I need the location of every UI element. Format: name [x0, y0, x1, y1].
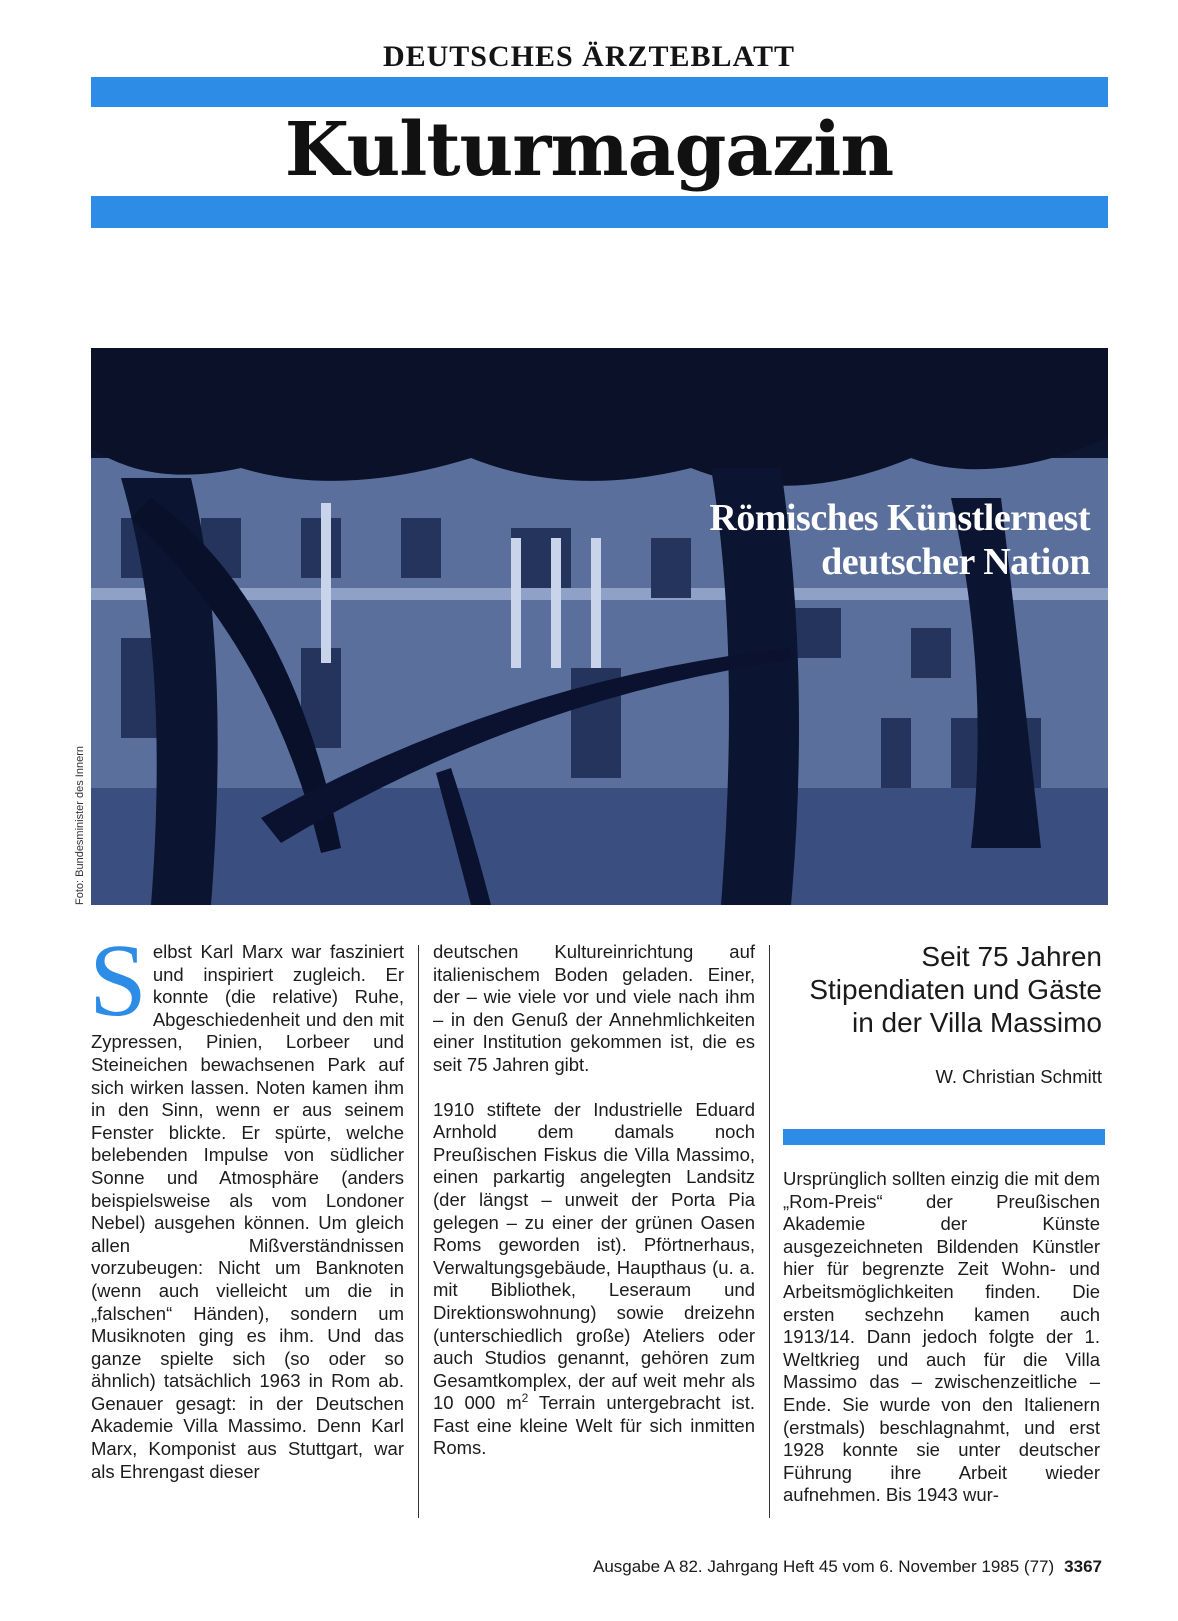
column-2-paragraph-1: deutschen Kultureinrichtung auf italienischem Boden geladen. Einer, der – wie viele vor und viele nach ihm – in den Genuß der Annehmlichkeiten einer Institution gekommen ist, die es seit 75 Jahren gibt. — [433, 941, 755, 1075]
subhead-line-2: Stipendiaten und Gäste — [809, 974, 1102, 1005]
issue-info: Ausgabe A 82. Jahrgang Heft 45 vom 6. November 1985 (77) — [592, 1557, 1055, 1576]
column-2-paragraph-2 — [433, 1099, 755, 1461]
article-column-2 — [433, 941, 755, 1460]
photo-headline — [709, 496, 1090, 584]
villa-photo — [91, 348, 1108, 905]
article-column-3 — [783, 1168, 1100, 1507]
article-subhead — [780, 940, 1102, 1039]
column-1-text: elbst Karl Marx war fasziniert und inspiriert zugleich. Er konnte (die relative) Ruhe, Abgeschiedenheit und den mit Zypressen, Pinien, Lorbeer und Steineichen bewachsenen Park auf sich wirken lassen. Noten kamen ihm in den Sinn, wenn er aus seinem Fenster blickte. Er spürte, welche belebenden Impulse von südlicher Sonne und Atmosphäre (anders beispielsweise als vom Londoner Nebel) ausgehen können. Um gleich allen Mißverständnissen vorzubeugen: Nicht um Banknoten (wenn auch vielleicht um die in „falschen“ Händen), sondern um Musiknoten ging es ihm. Und das ganze spielte sich (so oder so ähnlich) tatsächlich 1963 in Rom ab. Genauer gesagt: in der Deutschen Akademie Villa Massimo. Denn Karl Marx, Komponist aus Stuttgart, war als Ehrengast dieser — [91, 941, 404, 1482]
masthead: DEUTSCHES ÄRZTEBLATT — [382, 40, 796, 73]
page-footer — [490, 1557, 1102, 1577]
section-title: Kulturmagazin — [284, 107, 894, 193]
photo-headline-line-2: deutscher Nation — [821, 541, 1090, 583]
author-byline: W. Christian Schmitt — [935, 1066, 1102, 1087]
drop-cap: S — [89, 923, 147, 1038]
column-2-paragraph-2-text-a: 1910 stiftete der Industrielle Eduard Arnhold dem damals noch Preußischen Fiskus die Villa Massimo, einen parkartig angelegten Landsitz (der längst – unweit der Porta Pia gelegen – zu einer der grünen Oasen Roms geworden ist). Pförtnerhaus, Verwaltungsgebäude, Haupthaus (u. a. mit Bibliothek, Leseraum und Direktionswohnung) sowie dreizehn (unterschiedlich große) Ateliers oder auch Studios genannt, gehören zum Gesamtkomplex, der auf weit mehr als 10 000 m — [433, 1098, 755, 1414]
article-column-1 — [89, 923, 404, 1483]
subhead-line-3: in der Villa Massimo — [851, 1007, 1102, 1038]
subhead-line-1: Seit 75 Jahren — [921, 941, 1102, 972]
photo-credit: Foto: Bundesminister des Innern — [74, 746, 86, 905]
villa-photo-illustration — [91, 348, 1108, 905]
superscript-2: 2 — [521, 1391, 529, 1406]
column-divider-1 — [418, 945, 419, 1518]
subhead-accent-bar — [783, 1129, 1105, 1145]
column-2-paragraph-2-text-b: Terrain untergebracht ist. Fast eine kleine Welt für sich inmitten Roms. — [433, 1392, 756, 1459]
column-3-text: Ursprünglich sollten einzig die mit dem „Rom-Preis“ der Preußischen Akademie der Künste ausgezeichneten Bildenden Künstler hier für begrenzte Zeit Wohn- und Arbeitsmöglichkeiten finden. Die ersten sechzehn kamen auch 1913/14. Dann jedoch folgte der 1. Weltkrieg und auch für die Villa Massimo das – zwischenzeitliche – Ende. Sie wurde von den Italienern (erstmals) beschlagnahmt, und erst 1928 konnte sie unter deutscher Führung ihre Arbeit wieder aufnehmen. Bis 1943 wur- — [783, 1168, 1100, 1506]
bottom-accent-bar — [91, 196, 1108, 228]
page-number: 3367 — [1064, 1557, 1102, 1576]
column-divider-2 — [769, 945, 770, 1518]
photo-headline-line-1: Römisches Künstlernest — [709, 497, 1090, 539]
